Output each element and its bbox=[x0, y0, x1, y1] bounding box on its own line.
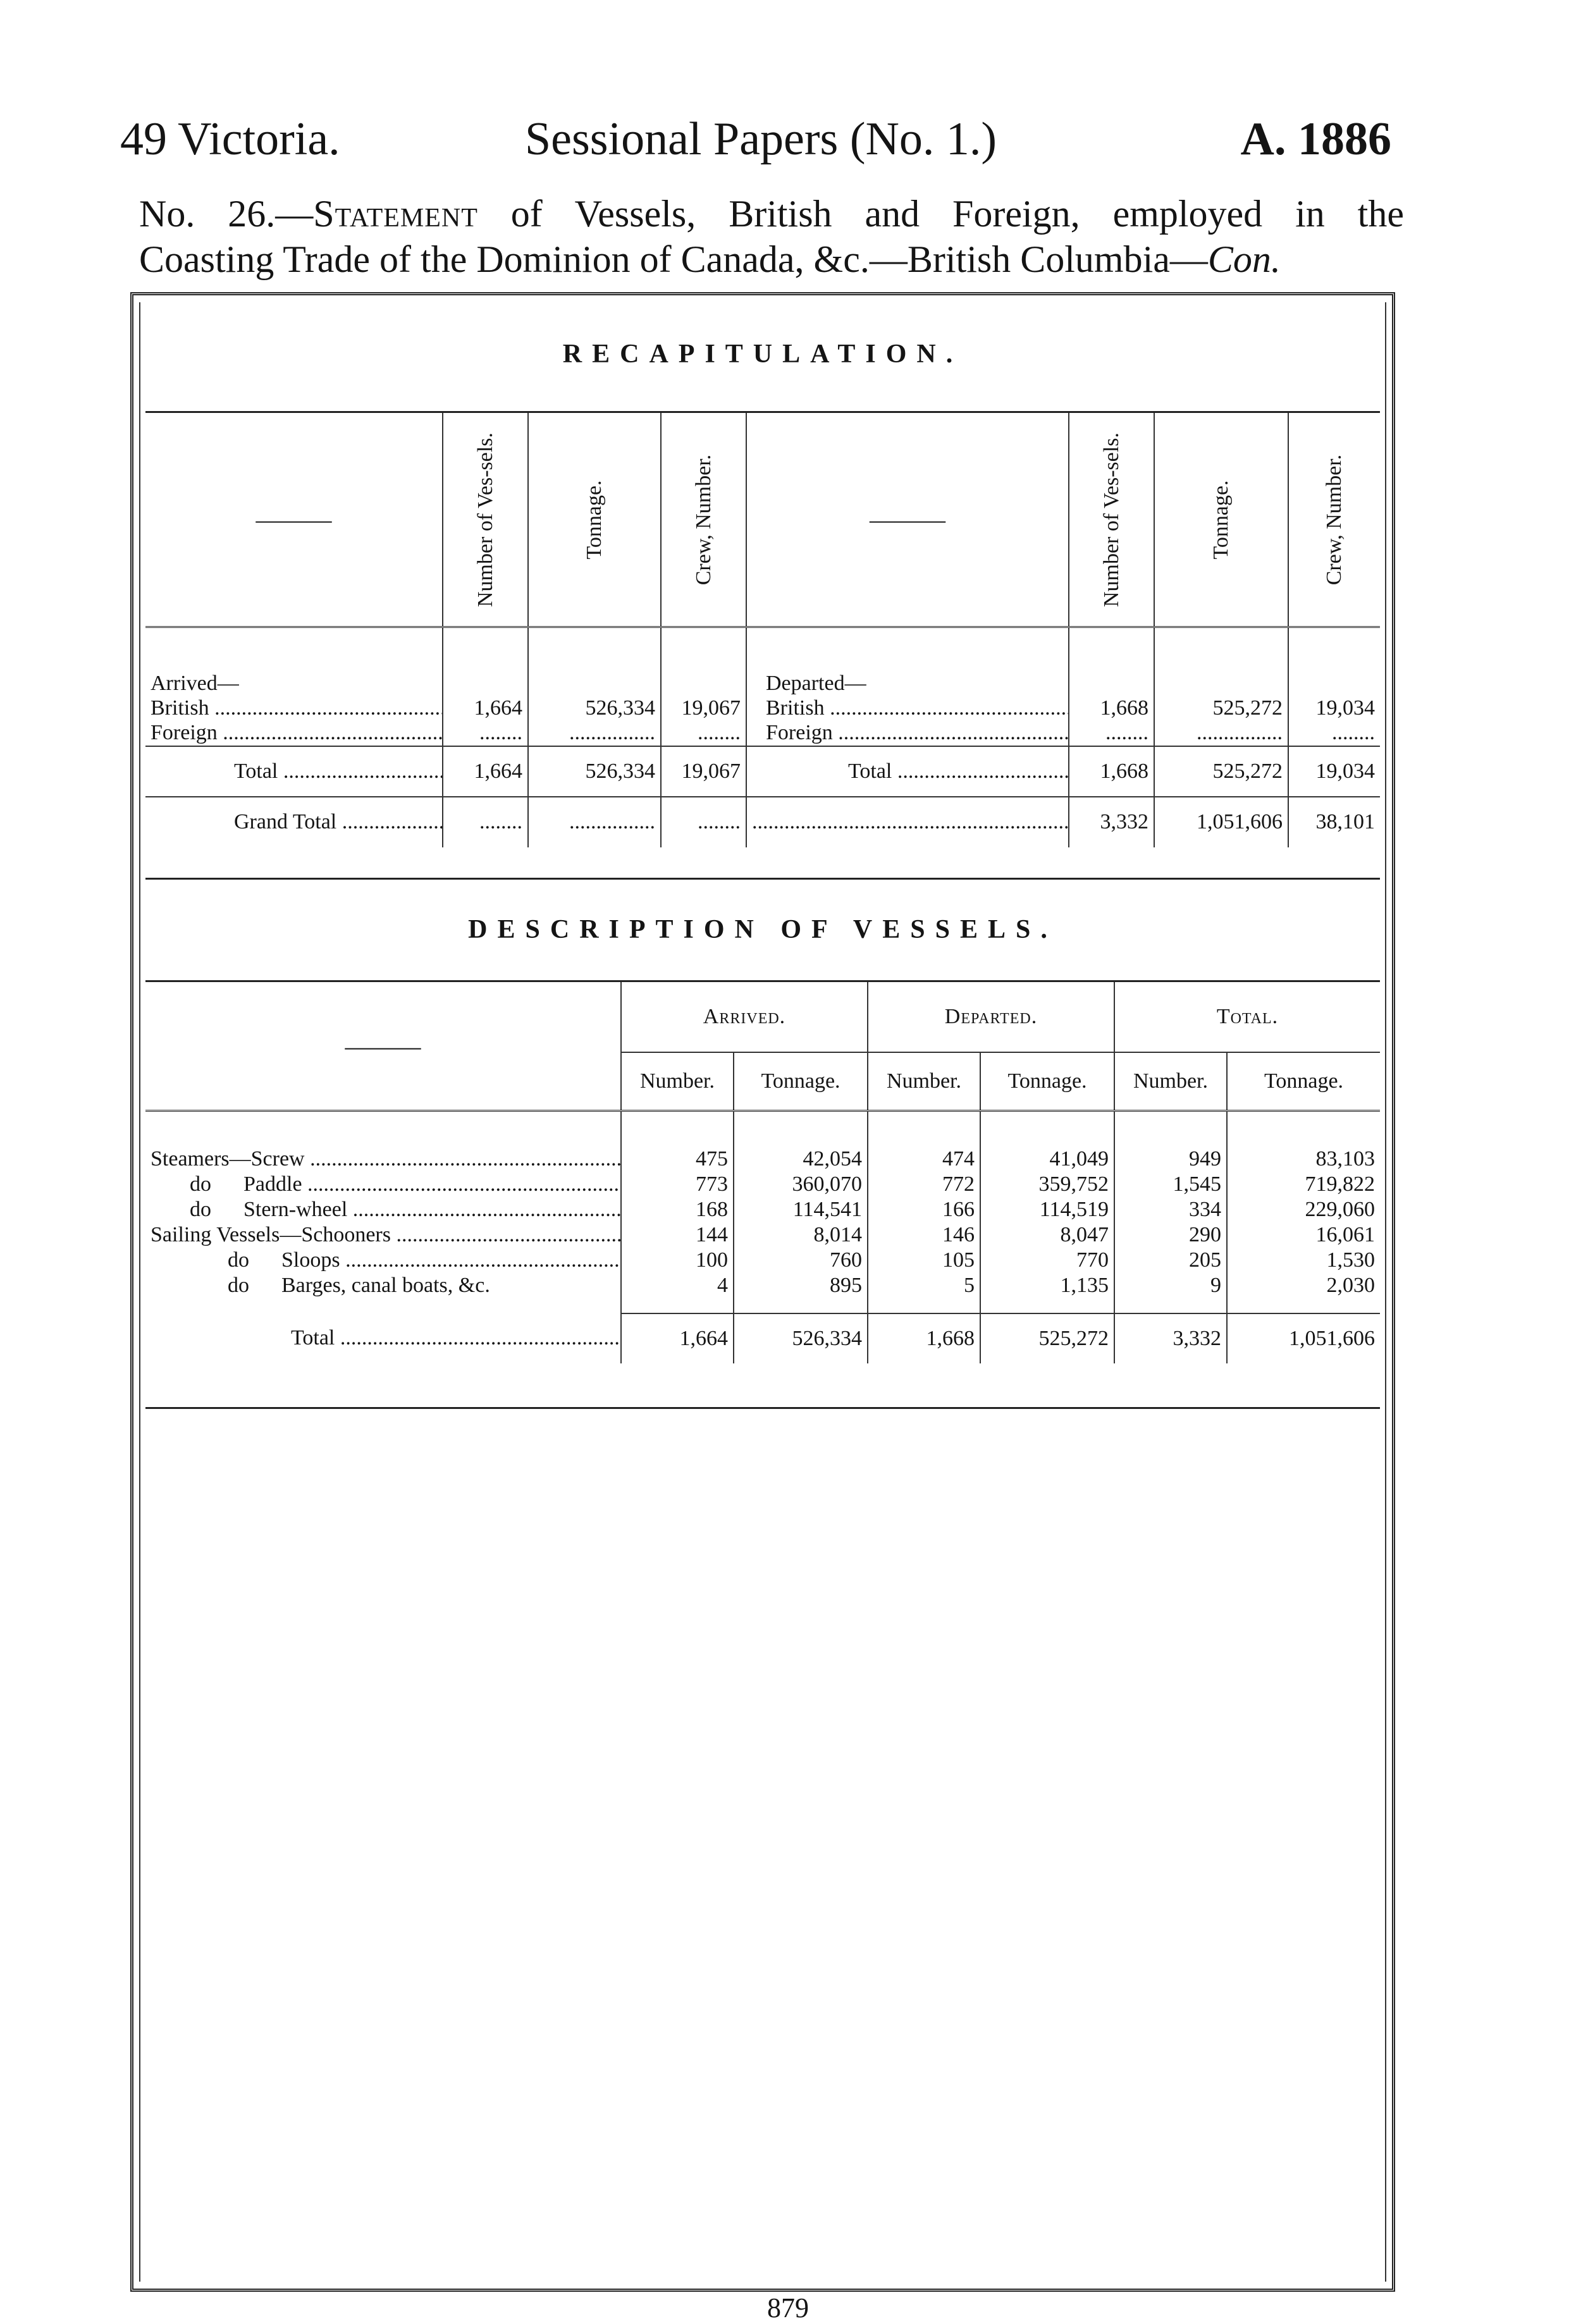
spacer bbox=[734, 1111, 868, 1147]
title-con: Con. bbox=[1207, 238, 1281, 280]
arrived-foreign-label bbox=[145, 721, 443, 746]
blank bbox=[661, 672, 746, 696]
sub-departed-tonnage: Tonnage. bbox=[980, 1052, 1114, 1111]
sub-total-tonnage: Tonnage. bbox=[1227, 1052, 1380, 1111]
row-label: do Barges, canal boats, &c. bbox=[228, 1273, 490, 1297]
desc-row-screw bbox=[145, 1147, 1380, 1172]
col-crew-left bbox=[661, 412, 746, 627]
cell: 114,541 bbox=[734, 1197, 868, 1222]
label-screw bbox=[145, 1147, 621, 1172]
departed-foreign-crew: ........ bbox=[1288, 721, 1380, 746]
col-crew-right-text: Crew, Number. bbox=[1322, 454, 1346, 585]
spacer bbox=[1227, 1111, 1380, 1147]
description-heading: DESCRIPTION OF VESSELS. bbox=[468, 915, 1057, 944]
cell: 166 bbox=[868, 1197, 980, 1222]
desc-row-schooners bbox=[145, 1222, 1380, 1248]
departed-total-label bbox=[746, 746, 1069, 797]
sub-arrived-tonnage: Tonnage. bbox=[734, 1052, 868, 1111]
label-sloops bbox=[145, 1248, 621, 1273]
cell: 2,030 bbox=[1227, 1273, 1380, 1298]
recap-row-british bbox=[145, 696, 1380, 721]
cell: 16,061 bbox=[1227, 1222, 1380, 1248]
recap-bottom bbox=[145, 847, 1380, 879]
departed-british-vessels: 1,668 bbox=[1069, 696, 1154, 721]
total-cell: 1,051,606 bbox=[1227, 1313, 1380, 1363]
recap-dash-left: ——— bbox=[255, 505, 332, 534]
spacer bbox=[746, 627, 1069, 672]
cell: 114,519 bbox=[980, 1197, 1114, 1222]
cell: 474 bbox=[868, 1147, 980, 1172]
row-name: Foreign bbox=[766, 721, 833, 744]
recap-row-grand-total bbox=[145, 797, 1380, 847]
grand-total-label bbox=[145, 797, 443, 847]
desc-spacer-2 bbox=[145, 1298, 1380, 1313]
cell: 334 bbox=[1114, 1197, 1227, 1222]
col-vessels-right bbox=[1069, 412, 1154, 627]
arrived-foreign-crew: ........ bbox=[661, 721, 746, 746]
label-barges bbox=[145, 1273, 621, 1298]
recap-row-foreign bbox=[145, 721, 1380, 746]
departed-label: Departed— bbox=[746, 672, 1069, 696]
spacer bbox=[621, 1111, 734, 1147]
col-vessels-left-text: Number of Ves-sels. bbox=[473, 432, 497, 607]
cell: 146 bbox=[868, 1222, 980, 1248]
desc-row-sloops bbox=[145, 1248, 1380, 1273]
grand-total-crew: 38,101 bbox=[1288, 797, 1380, 847]
departed-british-label bbox=[746, 696, 1069, 721]
table-title bbox=[139, 191, 1404, 282]
blank bbox=[528, 672, 661, 696]
spacer bbox=[868, 1111, 980, 1147]
cell: 105 bbox=[868, 1248, 980, 1273]
row-name: British bbox=[151, 696, 209, 720]
row-name: Grand Total bbox=[234, 810, 337, 833]
arrived-total-vessels: 1,664 bbox=[443, 746, 528, 797]
departed-british-tonnage: 525,272 bbox=[1154, 696, 1288, 721]
desc-row-stern-wheel bbox=[145, 1197, 1380, 1222]
total-cell: 3,332 bbox=[1114, 1313, 1227, 1363]
arrived-british-label bbox=[145, 696, 443, 721]
description-table bbox=[145, 980, 1380, 1363]
cell: 42,054 bbox=[734, 1147, 868, 1172]
arrived-british-crew: 19,067 bbox=[661, 696, 746, 721]
total-cell: 1,664 bbox=[621, 1313, 734, 1363]
cell: 475 bbox=[621, 1147, 734, 1172]
spacer bbox=[1114, 1111, 1227, 1147]
departed-british-crew: 19,034 bbox=[1288, 696, 1380, 721]
cell: 772 bbox=[868, 1172, 980, 1197]
cell: 360,070 bbox=[734, 1172, 868, 1197]
departed-total-tonnage: 525,272 bbox=[1154, 746, 1288, 797]
recap-dash-right: ——— bbox=[746, 412, 1069, 627]
cell: 205 bbox=[1114, 1248, 1227, 1273]
arrived-total-tonnage: 526,334 bbox=[528, 746, 661, 797]
arrived-label: Arrived— bbox=[151, 671, 239, 695]
row-label: do Sloops bbox=[228, 1248, 340, 1272]
cell: 83,103 bbox=[1227, 1147, 1380, 1172]
cell: 8,047 bbox=[980, 1222, 1114, 1248]
spacer bbox=[145, 1298, 621, 1313]
title-line-2 bbox=[139, 237, 1404, 282]
desc-dash: ——— bbox=[145, 981, 621, 1111]
cell: 168 bbox=[621, 1197, 734, 1222]
grand-total-tonnage: 1,051,606 bbox=[1154, 797, 1288, 847]
table-bottom-rule bbox=[145, 1407, 1380, 1409]
desc-row-total bbox=[145, 1313, 1380, 1363]
col-crew-left-text: Crew, Number. bbox=[691, 454, 715, 585]
header-left: 49 Victoria. bbox=[120, 113, 340, 165]
grand-blank-1: ........ bbox=[443, 797, 528, 847]
cell: 8,014 bbox=[734, 1222, 868, 1248]
row-name: Foreign bbox=[151, 721, 218, 744]
recap-spacer bbox=[145, 627, 1380, 672]
cell: 773 bbox=[621, 1172, 734, 1197]
row-label: Steamers—Screw bbox=[151, 1147, 305, 1171]
cell: 1,135 bbox=[980, 1273, 1114, 1298]
group-departed: Departed. bbox=[868, 981, 1114, 1053]
cell: 770 bbox=[980, 1248, 1114, 1273]
blank bbox=[443, 672, 528, 696]
cell: 41,049 bbox=[980, 1147, 1114, 1172]
spacer bbox=[661, 627, 746, 672]
row-label: Total bbox=[291, 1326, 335, 1350]
spacer bbox=[868, 1298, 980, 1313]
spacer bbox=[1114, 1298, 1227, 1313]
col-vessels-left bbox=[443, 412, 528, 627]
spacer bbox=[1069, 627, 1154, 672]
cell: 1,530 bbox=[1227, 1248, 1380, 1273]
row-name: Total bbox=[848, 759, 892, 783]
grand-blank-3: ........ bbox=[661, 797, 746, 847]
cell: 5 bbox=[868, 1273, 980, 1298]
blank bbox=[1154, 672, 1288, 696]
title-line2-text: Coasting Trade of the Dominion of Canada, &c.—British Columbia— bbox=[139, 238, 1208, 280]
arrived-total-crew: 19,067 bbox=[661, 746, 746, 797]
grand-total-leader bbox=[746, 797, 1069, 847]
spacer bbox=[1227, 1298, 1380, 1313]
group-arrived: Arrived. bbox=[621, 981, 868, 1053]
spacer bbox=[528, 627, 661, 672]
title-line-1 bbox=[139, 191, 1404, 237]
arrived-foreign-vessels: ........ bbox=[443, 721, 528, 746]
desc-row-paddle bbox=[145, 1172, 1380, 1197]
running-header bbox=[120, 113, 1391, 176]
col-tonnage-left-text: Tonnage. bbox=[582, 479, 606, 560]
cell: 359,752 bbox=[980, 1172, 1114, 1197]
cell: 760 bbox=[734, 1248, 868, 1273]
recapitulation-table bbox=[145, 411, 1380, 880]
row-name: Total bbox=[234, 759, 278, 783]
cell: 144 bbox=[621, 1222, 734, 1248]
sub-total-number: Number. bbox=[1114, 1052, 1227, 1111]
departed-total-vessels: 1,668 bbox=[1069, 746, 1154, 797]
cell: 4 bbox=[621, 1273, 734, 1298]
page-number: 879 bbox=[767, 2292, 809, 2323]
grand-total-vessels: 3,332 bbox=[1069, 797, 1154, 847]
spacer bbox=[1154, 627, 1288, 672]
cell: 229,060 bbox=[1227, 1197, 1380, 1222]
sub-departed-number: Number. bbox=[868, 1052, 980, 1111]
spacer bbox=[443, 627, 528, 672]
row-label: Sailing Vessels—Schooners bbox=[151, 1222, 391, 1246]
recap-bottom-rule bbox=[145, 847, 1380, 879]
label-stern-wheel bbox=[145, 1197, 621, 1222]
row-label: do Paddle bbox=[190, 1172, 302, 1196]
title-statement: Statement bbox=[313, 193, 478, 235]
desc-spacer bbox=[145, 1111, 1380, 1147]
row-name: British bbox=[766, 696, 825, 720]
cell: 719,822 bbox=[1227, 1172, 1380, 1197]
recap-row-total bbox=[145, 746, 1380, 797]
spacer bbox=[145, 1111, 621, 1147]
desc-group-row bbox=[145, 981, 1380, 1053]
grand-blank-2: ................ bbox=[528, 797, 661, 847]
cell: 949 bbox=[1114, 1147, 1227, 1172]
cell: 100 bbox=[621, 1248, 734, 1273]
arrived-foreign-tonnage: ................ bbox=[528, 721, 661, 746]
recap-header-row bbox=[145, 412, 1380, 627]
departed-foreign-tonnage: ................ bbox=[1154, 721, 1288, 746]
arrived-british-vessels: 1,664 bbox=[443, 696, 528, 721]
blank bbox=[1288, 672, 1380, 696]
row-label: do Stern-wheel bbox=[190, 1197, 348, 1221]
total-cell: 526,334 bbox=[734, 1313, 868, 1363]
blank bbox=[1069, 672, 1154, 696]
spacer bbox=[980, 1298, 1114, 1313]
arrived-british-tonnage: 526,334 bbox=[528, 696, 661, 721]
col-tonnage-right-text: Tonnage. bbox=[1209, 479, 1233, 560]
cell: 9 bbox=[1114, 1273, 1227, 1298]
spacer bbox=[145, 627, 443, 672]
arrived-total-label bbox=[145, 746, 443, 797]
cell: 290 bbox=[1114, 1222, 1227, 1248]
spacer bbox=[1288, 627, 1380, 672]
group-total: Total. bbox=[1114, 981, 1380, 1053]
col-tonnage-left bbox=[528, 412, 661, 627]
total-cell: 1,668 bbox=[868, 1313, 980, 1363]
header-center: Sessional Papers (No. 1.) bbox=[525, 113, 997, 165]
col-vessels-right-text: Number of Ves-sels. bbox=[1099, 432, 1123, 607]
col-crew-right bbox=[1288, 412, 1380, 627]
recap-group-label-row bbox=[145, 672, 1380, 696]
cell: 1,545 bbox=[1114, 1172, 1227, 1197]
label-total bbox=[145, 1313, 621, 1363]
cell: 895 bbox=[734, 1273, 868, 1298]
spacer bbox=[980, 1111, 1114, 1147]
departed-total-crew: 19,034 bbox=[1288, 746, 1380, 797]
spacer bbox=[621, 1298, 734, 1313]
departed-foreign-vessels: ........ bbox=[1069, 721, 1154, 746]
title-number: No. 26.— bbox=[139, 193, 314, 235]
spacer bbox=[734, 1298, 868, 1313]
recap-heading: RECAPITULATION. bbox=[562, 340, 963, 369]
col-tonnage-right bbox=[1154, 412, 1288, 627]
departed-foreign-label bbox=[746, 721, 1069, 746]
label-paddle bbox=[145, 1172, 621, 1197]
title-line1-rest: of Vessels, British and Foreign, employed in the bbox=[477, 193, 1404, 235]
label-schooners bbox=[145, 1222, 621, 1248]
sub-arrived-number: Number. bbox=[621, 1052, 734, 1111]
total-cell: 525,272 bbox=[980, 1313, 1114, 1363]
desc-row-barges bbox=[145, 1273, 1380, 1298]
header-right: A. 1886 bbox=[1240, 113, 1391, 165]
